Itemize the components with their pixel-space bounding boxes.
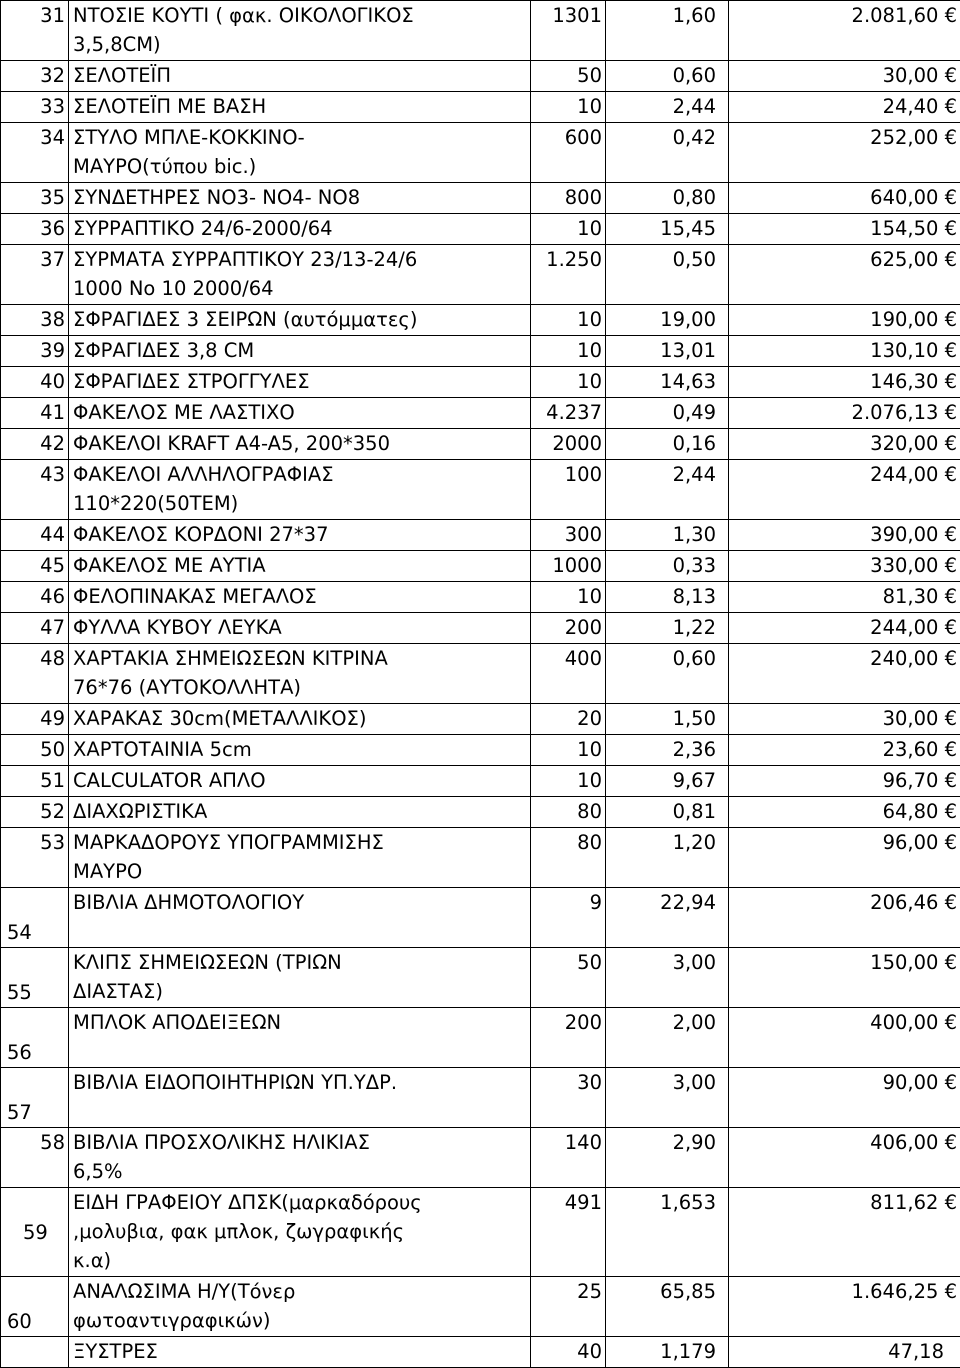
table-row <box>1 123 960 183</box>
item-unit-price: 1,50 <box>606 704 729 735</box>
item-amount <box>729 61 960 92</box>
euro-icon: € <box>938 707 957 730</box>
table-row <box>1 888 960 948</box>
description-line: ΑΝΑΛΩΣΙΜΑ Η/Υ(Τόνερ <box>73 1277 530 1306</box>
description-line: ΝΤΟΣΙΕ ΚΟΥΤΙ ( φακ. ΟΙΚΟΛΟΓΙΚΟΣ <box>73 1 530 30</box>
description-line: ΜΑΥΡΟ <box>73 857 530 886</box>
item-quantity: 50 <box>531 61 606 92</box>
euro-icon: € <box>938 523 957 546</box>
description-line: ΦΑΚΕΛΟΣ ΜΕ ΑΥΤΙΑ <box>73 551 530 580</box>
amount-value: 390,00 <box>870 523 938 546</box>
amount-value: 30,00 <box>883 64 939 87</box>
description-line: ΦΕΛΟΠΙΝΑΚΑΣ ΜΕΓΑΛΟΣ <box>73 582 530 611</box>
item-unit-price: 1,179 <box>606 1337 729 1368</box>
item-amount <box>729 613 960 644</box>
item-quantity: 20 <box>531 704 606 735</box>
euro-icon: € <box>938 1071 957 1094</box>
item-amount <box>729 1008 960 1068</box>
description-line: ΦΑΚΕΛΟΙ ΑΛΛΗΛΟΓΡΑΦΙΑΣ <box>73 460 530 489</box>
item-quantity: 491 <box>531 1188 606 1277</box>
item-amount <box>729 1128 960 1188</box>
description-line: ΔΙΑΣΤΑΣ) <box>73 977 530 1006</box>
item-unit-price: 0,80 <box>606 183 729 214</box>
item-quantity: 80 <box>531 797 606 828</box>
item-description <box>69 766 531 797</box>
item-amount <box>729 1337 960 1368</box>
row-number: 56 <box>1 1008 69 1068</box>
description-line <box>73 917 530 946</box>
row-number: 32 <box>1 61 69 92</box>
item-description <box>69 613 531 644</box>
amount-value: 244,00 <box>870 463 938 486</box>
table-row <box>1 429 960 460</box>
item-quantity: 2000 <box>531 429 606 460</box>
item-description <box>69 704 531 735</box>
description-line: ΜΠΛΟΚ ΑΠΟΔΕΙΞΕΩΝ <box>73 1008 530 1037</box>
item-unit-price: 13,01 <box>606 336 729 367</box>
item-amount <box>729 367 960 398</box>
description-line: ΔΙΑΧΩΡΙΣΤΙΚΑ <box>73 797 530 826</box>
description-line: ΒΙΒΛΙΑ ΔΗΜΟΤΟΛΟΓΙΟΥ <box>73 888 530 917</box>
table-body <box>1 1 960 1368</box>
euro-icon: € <box>938 64 957 87</box>
description-line: ΚΛΙΠΣ ΣΗΜΕΙΩΣΕΩΝ (ΤΡΙΩΝ <box>73 948 530 977</box>
item-unit-price: 9,67 <box>606 766 729 797</box>
table-row <box>1 582 960 613</box>
euro-icon: € <box>938 891 957 914</box>
amount-value: 96,70 <box>883 769 939 792</box>
item-description <box>69 61 531 92</box>
amount-value: 240,00 <box>870 647 938 670</box>
row-number: 57 <box>1 1068 69 1128</box>
description-line: ΣΦΡΑΓΙΔΕΣ ΣΤΡΟΓΓΥΛΕΣ <box>73 367 530 396</box>
item-amount <box>729 123 960 183</box>
amount-value: 252,00 <box>870 126 938 149</box>
item-quantity: 40 <box>531 1337 606 1368</box>
item-description <box>69 582 531 613</box>
euro-icon: € <box>938 831 957 854</box>
item-quantity: 25 <box>531 1277 606 1337</box>
item-quantity: 200 <box>531 613 606 644</box>
item-amount <box>729 828 960 888</box>
euro-icon: € <box>938 647 957 670</box>
item-description <box>69 1277 531 1337</box>
amount-value: 96,00 <box>883 831 939 854</box>
item-unit-price: 2,44 <box>606 460 729 520</box>
euro-icon: € <box>938 769 957 792</box>
item-amount <box>729 429 960 460</box>
item-amount <box>729 551 960 582</box>
item-description <box>69 797 531 828</box>
amount-value: 64,80 <box>883 800 939 823</box>
item-description <box>69 735 531 766</box>
description-line <box>73 1097 530 1126</box>
item-unit-price: 2,00 <box>606 1008 729 1068</box>
amount-value: 320,00 <box>870 432 938 455</box>
description-line: ΜΑΡΚΑΔΟΡΟΥΣ ΥΠΟΓΡΑΜΜΙΣΗΣ <box>73 828 530 857</box>
description-line: κ.α) <box>73 1246 530 1275</box>
table-row <box>1 460 960 520</box>
row-number: 51 <box>1 766 69 797</box>
table-row <box>1 797 960 828</box>
description-line: ΒΙΒΛΙΑ ΕΙΔΟΠΟΙΗΤΗΡΙΩΝ ΥΠ.ΥΔΡ. <box>73 1068 530 1097</box>
description-line: ΧΑΡΤΟΤΑΙΝΙΑ 5cm <box>73 735 530 764</box>
item-amount <box>729 1068 960 1128</box>
item-description <box>69 305 531 336</box>
item-quantity: 10 <box>531 214 606 245</box>
row-number: 50 <box>1 735 69 766</box>
amount-value: 81,30 <box>883 585 939 608</box>
amount-value: 154,50 <box>870 217 938 240</box>
amount-value: 1.646,25 <box>852 1280 939 1303</box>
item-amount <box>729 582 960 613</box>
item-description <box>69 1188 531 1277</box>
item-amount <box>729 92 960 123</box>
table-row <box>1 214 960 245</box>
item-unit-price: 1,653 <box>606 1188 729 1277</box>
item-quantity: 600 <box>531 123 606 183</box>
item-quantity: 10 <box>531 766 606 797</box>
description-line: ΞΥΣΤΡΕΣ <box>73 1337 530 1366</box>
item-quantity: 30 <box>531 1068 606 1128</box>
euro-icon: € <box>938 463 957 486</box>
amount-value: 2.081,60 <box>852 4 939 27</box>
row-number: 40 <box>1 367 69 398</box>
item-description <box>69 551 531 582</box>
amount-value: 640,00 <box>870 186 938 209</box>
row-number: 46 <box>1 582 69 613</box>
item-quantity: 800 <box>531 183 606 214</box>
item-description <box>69 245 531 305</box>
item-unit-price: 8,13 <box>606 582 729 613</box>
euro-icon: € <box>938 554 957 577</box>
row-number: 48 <box>1 644 69 704</box>
item-unit-price: 2,90 <box>606 1128 729 1188</box>
amount-value: 244,00 <box>870 616 938 639</box>
item-amount <box>729 704 960 735</box>
table-row <box>1 61 960 92</box>
item-unit-price: 1,22 <box>606 613 729 644</box>
row-number: 39 <box>1 336 69 367</box>
item-amount <box>729 735 960 766</box>
item-quantity: 1000 <box>531 551 606 582</box>
table-row <box>1 398 960 429</box>
description-line: ΦΑΚΕΛΟΣ ΜΕ ΛΑΣΤΙΧΟ <box>73 398 530 427</box>
row-number: 31 <box>1 1 69 61</box>
table-row <box>1 704 960 735</box>
item-quantity: 9 <box>531 888 606 948</box>
row-number: 58 <box>1 1128 69 1188</box>
euro-icon: € <box>938 126 957 149</box>
item-quantity: 4.237 <box>531 398 606 429</box>
row-number: 42 <box>1 429 69 460</box>
table-row <box>1 245 960 305</box>
row-number: 43 <box>1 460 69 520</box>
row-number: 60 <box>1 1277 69 1337</box>
item-amount <box>729 214 960 245</box>
item-unit-price: 0,81 <box>606 797 729 828</box>
item-unit-price: 0,50 <box>606 245 729 305</box>
item-amount <box>729 460 960 520</box>
euro-icon: € <box>938 1131 957 1154</box>
item-amount <box>729 398 960 429</box>
euro-icon: € <box>938 1191 957 1214</box>
item-quantity: 140 <box>531 1128 606 1188</box>
item-unit-price: 0,60 <box>606 644 729 704</box>
amount-value: 206,46 <box>870 891 938 914</box>
item-quantity: 1301 <box>531 1 606 61</box>
item-quantity: 200 <box>531 1008 606 1068</box>
amount-value: 47,18 <box>888 1340 944 1363</box>
table-row <box>1 305 960 336</box>
row-number <box>1 1337 69 1368</box>
amount-value: 400,00 <box>870 1011 938 1034</box>
amount-value: 150,00 <box>870 951 938 974</box>
item-description <box>69 1008 531 1068</box>
item-unit-price: 19,00 <box>606 305 729 336</box>
item-description <box>69 888 531 948</box>
item-description <box>69 948 531 1008</box>
description-line: ΣΤΥΛΟ ΜΠΛΕ-ΚΟΚΚΙΝΟ- <box>73 123 530 152</box>
table-row <box>1 644 960 704</box>
description-line: ΧΑΡΤΑΚΙΑ ΣΗΜΕΙΩΣΕΩΝ ΚΙΤΡΙΝΑ <box>73 644 530 673</box>
description-line: ΣΥΡΜΑΤΑ ΣΥΡΡΑΠΤΙΚΟΥ 23/13-24/6 <box>73 245 530 274</box>
table-row <box>1 367 960 398</box>
description-line: ΣΥΝΔΕΤΗΡΕΣ ΝΟ3- ΝΟ4- ΝΟ8 <box>73 183 530 212</box>
row-number: 33 <box>1 92 69 123</box>
table-row <box>1 1277 960 1337</box>
amount-value: 2.076,13 <box>852 401 939 424</box>
euro-icon: € <box>938 951 957 974</box>
item-quantity: 10 <box>531 305 606 336</box>
description-line: ΜΑΥΡΟ(τύπου bic.) <box>73 152 530 181</box>
table-row <box>1 1008 960 1068</box>
item-unit-price: 14,63 <box>606 367 729 398</box>
amount-value: 23,60 <box>883 738 939 761</box>
item-amount <box>729 1 960 61</box>
item-unit-price: 2,44 <box>606 92 729 123</box>
amount-value: 90,00 <box>883 1071 939 1094</box>
description-line: 3,5,8CM) <box>73 30 530 59</box>
row-number: 36 <box>1 214 69 245</box>
item-description <box>69 1128 531 1188</box>
description-line: ΣΦΡΑΓΙΔΕΣ 3 ΣΕΙΡΩΝ (αυτόμματες) <box>73 305 530 334</box>
item-unit-price: 1,20 <box>606 828 729 888</box>
table-row <box>1 828 960 888</box>
item-description <box>69 398 531 429</box>
table-row <box>1 1128 960 1188</box>
item-quantity: 400 <box>531 644 606 704</box>
table-row <box>1 766 960 797</box>
amount-value: 24,40 <box>883 95 939 118</box>
description-line: 1000 No 10 2000/64 <box>73 274 530 303</box>
item-quantity: 10 <box>531 367 606 398</box>
euro-icon: € <box>938 248 957 271</box>
item-quantity: 10 <box>531 336 606 367</box>
table-row <box>1 92 960 123</box>
item-quantity: 100 <box>531 460 606 520</box>
item-amount <box>729 948 960 1008</box>
item-quantity: 80 <box>531 828 606 888</box>
amount-value: 811,62 <box>870 1191 938 1214</box>
description-line: ΣΕΛΟΤΕΪΠ ΜΕ ΒΑΣΗ <box>73 92 530 121</box>
table-row <box>1 336 960 367</box>
row-number: 37 <box>1 245 69 305</box>
row-number: 41 <box>1 398 69 429</box>
item-quantity: 300 <box>531 520 606 551</box>
row-number: 54 <box>1 888 69 948</box>
row-number: 35 <box>1 183 69 214</box>
item-unit-price: 1,30 <box>606 520 729 551</box>
item-quantity: 10 <box>531 92 606 123</box>
euro-icon: € <box>938 1280 957 1303</box>
table-row <box>1 1068 960 1128</box>
table-row <box>1 1337 960 1368</box>
item-description <box>69 460 531 520</box>
euro-icon: € <box>938 339 957 362</box>
description-line: ΣΕΛΟΤΕΪΠ <box>73 61 530 90</box>
table-row <box>1 1188 960 1277</box>
euro-icon: € <box>938 186 957 209</box>
item-description <box>69 644 531 704</box>
amount-value: 30,00 <box>883 707 939 730</box>
euro-icon: € <box>938 217 957 240</box>
item-description <box>69 367 531 398</box>
description-line: ΦΑΚΕΛΟΣ ΚΟΡΔΟΝΙ 27*37 <box>73 520 530 549</box>
item-unit-price: 22,94 <box>606 888 729 948</box>
euro-icon: € <box>938 800 957 823</box>
euro-icon: € <box>938 738 957 761</box>
euro-icon: € <box>938 585 957 608</box>
item-description <box>69 1068 531 1128</box>
row-number: 49 <box>1 704 69 735</box>
item-quantity: 10 <box>531 582 606 613</box>
euro-icon: € <box>938 370 957 393</box>
table-row <box>1 520 960 551</box>
table-row <box>1 551 960 582</box>
item-amount <box>729 797 960 828</box>
row-number: 59 <box>1 1188 69 1277</box>
amount-value: 406,00 <box>870 1131 938 1154</box>
item-description <box>69 123 531 183</box>
description-line: ΣΥΡΡΑΠΤΙΚΟ 24/6-2000/64 <box>73 214 530 243</box>
euro-icon: € <box>938 616 957 639</box>
description-line: φωτοαντιγραφικών) <box>73 1306 530 1335</box>
euro-icon: € <box>938 1011 957 1034</box>
table-row <box>1 948 960 1008</box>
item-amount <box>729 520 960 551</box>
item-unit-price: 0,33 <box>606 551 729 582</box>
description-line: ΦΑΚΕΛΟΙ KRAFT A4-A5, 200*350 <box>73 429 530 458</box>
row-number: 47 <box>1 613 69 644</box>
item-amount <box>729 888 960 948</box>
item-amount <box>729 245 960 305</box>
description-line: ,μολυβια, φακ μπλοκ, ζωγραφικής <box>73 1217 530 1246</box>
item-unit-price: 0,42 <box>606 123 729 183</box>
item-description <box>69 1337 531 1368</box>
row-number: 34 <box>1 123 69 183</box>
item-amount <box>729 1277 960 1337</box>
item-unit-price: 15,45 <box>606 214 729 245</box>
description-line: ΣΦΡΑΓΙΔΕΣ 3,8 CM <box>73 336 530 365</box>
row-number: 55 <box>1 948 69 1008</box>
description-line: ΒΙΒΛΙΑ ΠΡΟΣΧΟΛΙΚΗΣ ΗΛΙΚΙΑΣ <box>73 1128 530 1157</box>
description-line: ΕΙΔΗ ΓΡΑΦΕΙΟΥ ΔΠΣΚ(μαρκαδόρους <box>73 1188 530 1217</box>
item-unit-price: 0,49 <box>606 398 729 429</box>
item-description <box>69 520 531 551</box>
table-row <box>1 183 960 214</box>
row-number: 52 <box>1 797 69 828</box>
item-unit-price: 65,85 <box>606 1277 729 1337</box>
description-line: 6,5% <box>73 1157 530 1186</box>
euro-icon: € <box>938 308 957 331</box>
item-quantity: 50 <box>531 948 606 1008</box>
row-number: 38 <box>1 305 69 336</box>
item-description <box>69 1 531 61</box>
item-amount <box>729 183 960 214</box>
description-line: 110*220(50ΤΕΜ) <box>73 489 530 518</box>
table-row <box>1 1 960 61</box>
item-description <box>69 828 531 888</box>
euro-icon: € <box>938 401 957 424</box>
item-unit-price: 3,00 <box>606 948 729 1008</box>
description-line: 76*76 (ΑΥΤΟΚΟΛΛΗΤΑ) <box>73 673 530 702</box>
amount-value: 625,00 <box>870 248 938 271</box>
item-amount <box>729 1188 960 1277</box>
amount-value: 146,30 <box>870 370 938 393</box>
row-number: 44 <box>1 520 69 551</box>
item-amount <box>729 305 960 336</box>
description-line <box>73 1037 530 1066</box>
item-unit-price: 2,36 <box>606 735 729 766</box>
item-amount <box>729 644 960 704</box>
description-line: CALCULATOR ΑΠΛΟ <box>73 766 530 795</box>
item-unit-price: 1,60 <box>606 1 729 61</box>
item-description <box>69 183 531 214</box>
item-quantity: 10 <box>531 735 606 766</box>
euro-icon: € <box>938 4 957 27</box>
amount-value: 330,00 <box>870 554 938 577</box>
euro-icon: € <box>938 432 957 455</box>
row-number: 45 <box>1 551 69 582</box>
amount-value: 130,10 <box>870 339 938 362</box>
description-line: ΧΑΡΑΚΑΣ 30cm(ΜΕΤΑΛΛΙΚΟΣ) <box>73 704 530 733</box>
description-line: ΦΥΛΛΑ ΚΥΒΟΥ ΛΕΥΚΑ <box>73 613 530 642</box>
item-unit-price: 3,00 <box>606 1068 729 1128</box>
item-description <box>69 429 531 460</box>
euro-icon: € <box>938 95 957 118</box>
item-amount <box>729 766 960 797</box>
item-unit-price: 0,16 <box>606 429 729 460</box>
item-amount <box>729 336 960 367</box>
item-description <box>69 92 531 123</box>
item-quantity: 1.250 <box>531 245 606 305</box>
item-description <box>69 214 531 245</box>
table-row <box>1 735 960 766</box>
table-row <box>1 613 960 644</box>
row-number: 53 <box>1 828 69 888</box>
amount-value: 190,00 <box>870 308 938 331</box>
item-unit-price: 0,60 <box>606 61 729 92</box>
item-description <box>69 336 531 367</box>
